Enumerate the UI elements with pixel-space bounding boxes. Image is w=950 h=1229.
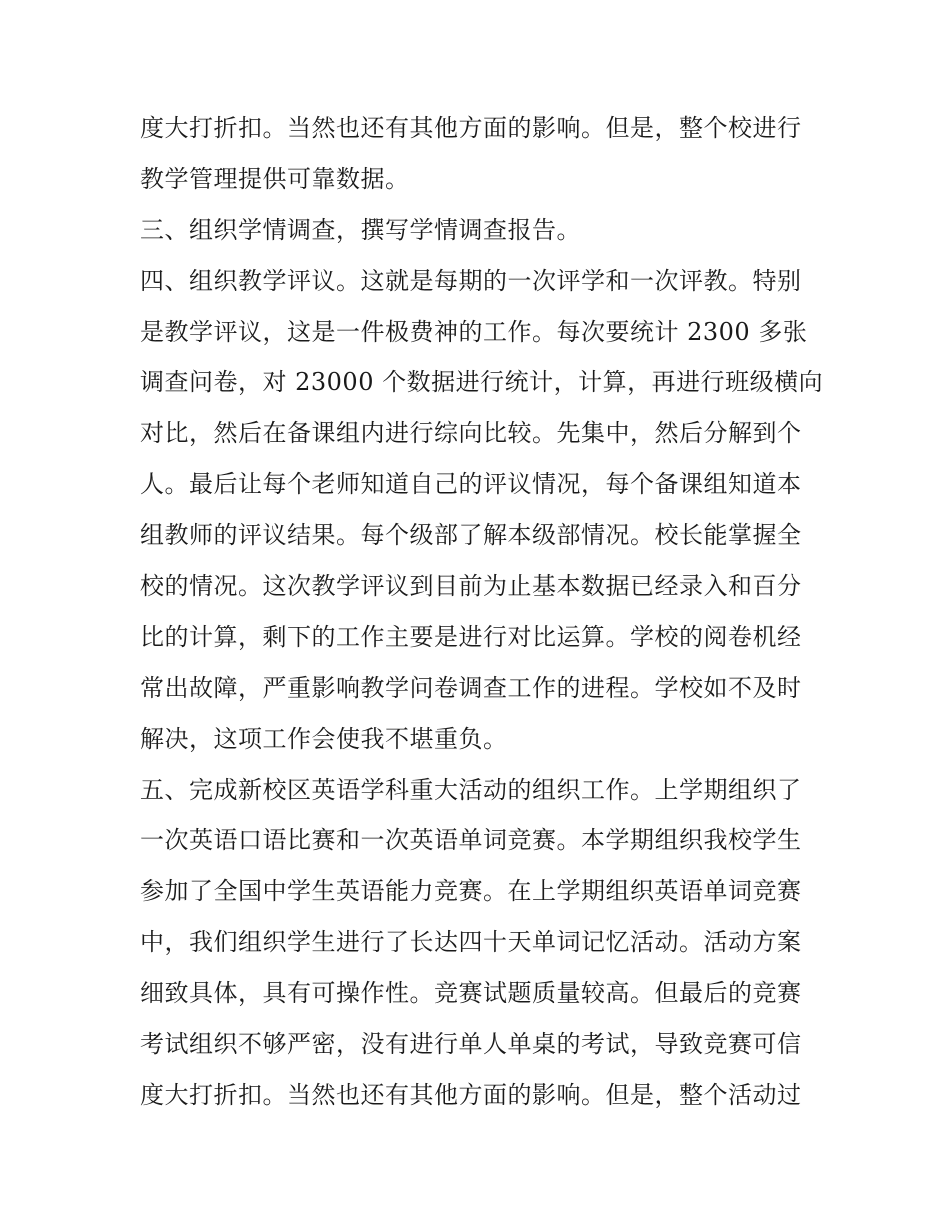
text-line: 是教学评议，这是一件极费神的工作。每次要统计 2300 多张: [140, 317, 808, 346]
text-line: 度大打折扣。当然也还有其他方面的影响。但是，整个校进行: [140, 114, 802, 142]
text-line: 中，我们组织学生进行了长达四十天单词记忆活动。活动方案: [140, 928, 802, 957]
text-line: 度大打折扣。当然也还有其他方面的影响。但是，整个活动过: [140, 1080, 802, 1109]
text-line: 一次英语口语比赛和一次英语单词竞赛。本学期组织我校学生: [140, 826, 802, 855]
text-line: 人。最后让每个老师知道自己的评议情况，每个备课组知道本: [140, 470, 802, 499]
text-line: 组教师的评议结果。每个级部了解本级部情况。校长能掌握全: [140, 521, 802, 550]
section-heading-four: 四、组织教学评议。这就是每期的一次评学和一次评教。特别: [140, 266, 802, 295]
text-line: 校的情况。这次教学评议到目前为止基本数据已经录入和百分: [140, 572, 802, 601]
text-line: 教学管理提供可靠数据。: [140, 164, 410, 193]
section-heading-three: 三、组织学情调查，撰写学情调查报告。: [140, 215, 581, 244]
body-text: [140, 103, 824, 1121]
section-heading-five: 五、完成新校区英语学科重大活动的组织工作。上学期组织了: [140, 775, 802, 804]
text-line: 考试组织不够严密，没有进行单人单桌的考试，导致竞赛可信: [140, 1030, 802, 1059]
text-line: 比的计算，剩下的工作主要是进行对比运算。学校的阅卷机经: [140, 622, 802, 651]
text-line: 解决，这项工作会使我不堪重负。: [140, 724, 508, 753]
text-line: 参加了全国中学生英语能力竞赛。在上学期组织英语单词竞赛: [140, 877, 802, 906]
text-line: 调查问卷，对 23000 个数据进行统计，计算，再进行班级横向: [140, 368, 824, 397]
text-line: 常出故障，严重影响教学问卷调查工作的进程。学校如不及时: [140, 673, 802, 702]
text-line: 对比，然后在备课组内进行综向比较。先集中，然后分解到个: [140, 419, 802, 448]
text-line: 细致具体，具有可操作性。竞赛试题质量较高。但最后的竞赛: [140, 979, 802, 1008]
